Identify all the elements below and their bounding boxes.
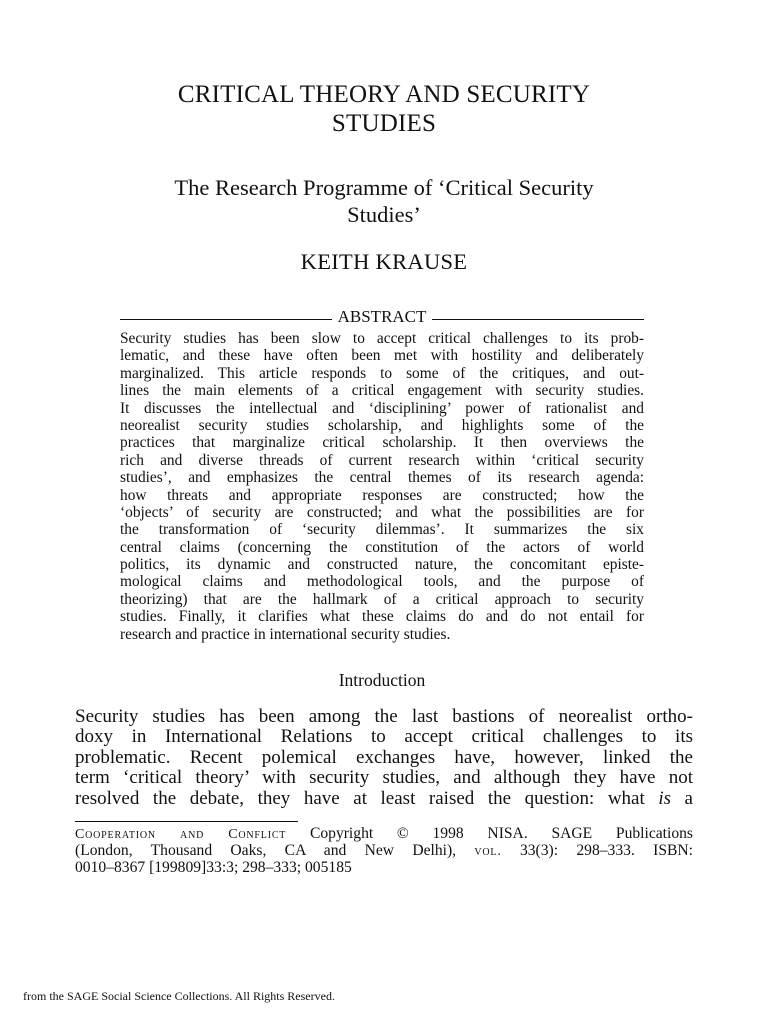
section-heading-introduction: Introduction bbox=[338, 670, 426, 690]
footnote-line bbox=[75, 825, 693, 842]
paragraph-line: doxy in International Relations to accept critical challenges to its bbox=[75, 726, 693, 748]
abstract-heading bbox=[120, 306, 644, 328]
paragraph-line bbox=[75, 789, 693, 809]
emphasis-text: is bbox=[658, 787, 671, 809]
article-title bbox=[100, 80, 668, 138]
article-title-line: CRITICAL THEORY AND SECURITY bbox=[177, 81, 591, 108]
footnote-text: Copyright © 1998 NISA. SAGE Publications bbox=[286, 825, 693, 842]
footnote-divider bbox=[75, 821, 298, 822]
abstract-text bbox=[120, 330, 644, 643]
footnote-line bbox=[75, 842, 693, 859]
article-subtitle bbox=[80, 174, 688, 228]
abstract-line: research and practice in international security studies. bbox=[120, 625, 451, 643]
abstract-line: studies. Finally, it clarifies what these claims do and do not entail for bbox=[120, 608, 644, 626]
abstract-line: the transformation of ‘security dilemmas’. It summarizes the six bbox=[120, 521, 644, 539]
abstract-line: ‘objects’ of security are constructed; and what the possibilities are for bbox=[120, 503, 644, 521]
abstract-rule-right bbox=[432, 319, 644, 320]
paragraph-line: term ‘critical theory’ with security studies, and although they have not bbox=[75, 767, 693, 789]
footnote-line: 0010–8367 [199809]33:3; 298–333; 005185 bbox=[75, 859, 352, 877]
abstract-line: lematic, and these have often been met with hostility and deliberately bbox=[120, 347, 644, 365]
paragraph-line: Security studies has been among the last bastions of neorealist ortho- bbox=[75, 706, 693, 727]
abstract-line: how threats and appropriate responses are constructed; how the bbox=[120, 486, 644, 504]
abstract-line: practices that marginalize critical scholarship. It then overviews the bbox=[120, 434, 644, 452]
author-name: KEITH KRAUSE bbox=[300, 249, 468, 274]
introduction-paragraph bbox=[75, 707, 693, 809]
paragraph-line: problematic. Recent polemical exchanges have, however, linked the bbox=[75, 746, 693, 768]
abstract-line: studies’, and emphasizes the central themes of its research agenda: bbox=[120, 469, 644, 487]
abstract-line: marginalized. This article responds to some of the critiques, and out- bbox=[120, 364, 644, 382]
article-title-line: STUDIES bbox=[331, 110, 437, 137]
publication-footnote bbox=[75, 825, 693, 877]
article-subtitle-line: Studies’ bbox=[347, 202, 421, 227]
abstract-line: theorizing) that are the hallmark of a critical approach to security bbox=[120, 590, 644, 608]
paragraph-text: resolved the debate, they have at least raised the question: what bbox=[75, 787, 659, 809]
abstract-label: ABSTRACT bbox=[337, 307, 427, 326]
journal-name: Cooperation and Conflict bbox=[75, 827, 287, 842]
abstract-line: mological claims and methodological tools, and the purpose of bbox=[120, 573, 644, 591]
footnote-text: 33(3): 298–333. ISBN: bbox=[501, 842, 693, 860]
volume-label: vol. bbox=[474, 844, 502, 860]
abstract-line: Security studies has been slow to accept critical challenges to its prob- bbox=[120, 330, 644, 347]
footnote-text: (London, Thousand Oaks, CA and New Delhi), bbox=[75, 842, 475, 860]
abstract-line: rich and diverse threads of current research within ‘critical security bbox=[120, 451, 644, 469]
abstract-line: lines the main elements of a critical engagement with security studies. bbox=[120, 382, 644, 400]
abstract-rule-left bbox=[120, 319, 332, 320]
source-note: from the SAGE Social Science Collections. All Rights Reserved. bbox=[23, 989, 335, 1003]
abstract-line: politics, its dynamic and constructed nature, the concomitant episte- bbox=[120, 556, 644, 574]
abstract-line: It discusses the intellectual and ‘disciplining’ power of rationalist and bbox=[120, 399, 644, 417]
abstract-line: central claims (concerning the constitution of the actors of world bbox=[120, 538, 644, 556]
abstract-line: neorealist security studies scholarship, and highlights some of the bbox=[120, 416, 644, 434]
article-subtitle-line: The Research Programme of ‘Critical Security bbox=[174, 175, 594, 200]
paragraph-text: a bbox=[671, 787, 693, 809]
